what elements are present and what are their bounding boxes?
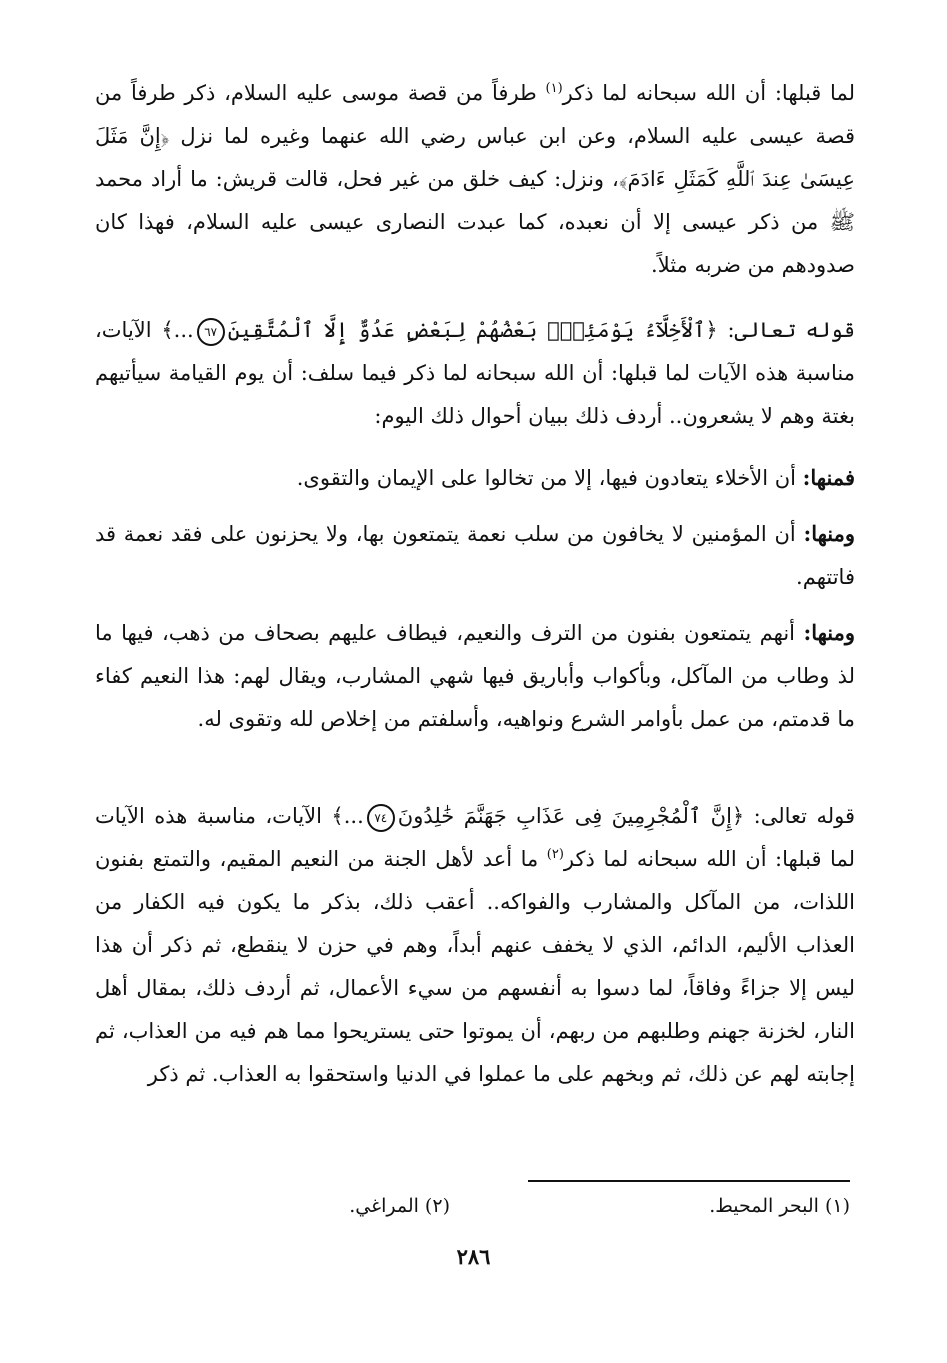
paragraph-1 xyxy=(95,72,855,287)
footnote-1: (١) البحر المحيط. xyxy=(709,1195,850,1217)
quran-verse-1: ﴿إِنَّ مَثَلَ عِيسَىٰ عِندَ ٱللَّهِ كَمَثَلِ ءَادَمَ﴾ xyxy=(95,124,855,191)
paragraph-3-text: أن الأخلاء يتعادون فيها، إلا من تخالوا على الإيمان والتقوى. xyxy=(296,466,803,490)
paragraph-2-text-b: ...﴾ الآيات، مناسبة هذه الآيات لما قبلها: أن الله سبحانه لما ذكر فيما سلف: أن يوم القيامة سيأتيهم بغتة وهم لا يشعرون.. أردف ذلك ببيان أحوال ذلك اليوم: xyxy=(95,318,855,428)
paragraph-5 xyxy=(95,611,855,741)
paragraph-3-lead: فمنها: xyxy=(802,465,855,490)
paragraph-1-text-a: لما قبلها: أن الله سبحانه لما ذكر xyxy=(562,81,855,105)
quran-verse-2: ﴿ٱلْأَخِلَّآءُ يَوْمَئِذٍۭ بَعْضُهُمْ لِبَعْضٍ عَدُوٌّ إِلَّا ٱلْمُتَّقِينَ xyxy=(227,318,718,342)
verse-number-marker: ٦٧ xyxy=(197,318,225,346)
paragraph-1-text-c: ، ونزل: كيف خلق من غير فحل، قالت قريش: ما أراد محمد ﷺ من ذكر عيسى إلا أن نعبده، كما عبدت النصارى عيسى عليه السلام، فهذا كان صدودهم من ضربه مثلاً. xyxy=(95,167,855,277)
paragraph-2 xyxy=(95,309,855,438)
footnote-2: (٢) المراغي. xyxy=(349,1195,450,1217)
paragraph-6-text-b: ...﴾ الآيات، مناسبة هذه الآيات لما قبلها: أن الله سبحانه لما ذكر xyxy=(95,804,855,871)
paragraph-4 xyxy=(95,512,855,599)
paragraph-1-text-b: طرفاً من قصة موسى عليه السلام، ذكر طرفاً من قصة عيسى عليه السلام، وعن ابن عباس رضي الله عنهما وغيره لما نزل xyxy=(95,81,856,148)
footnote-ref-1: (١) xyxy=(545,81,563,96)
paragraph-4-lead: ومنها: xyxy=(803,521,855,546)
paragraph-5-text: أنهم يتمتعون بفنون من الترف والنعيم، فيطاف عليهم بصحاف من ذهب، فيها ما لذ وطاب من المآكل، وبأكواب وأباريق فيها شهي المشارب، ويقال لهم: هذا النعيم كفاء ما قدمتم، من عمل بأوامر الشرع ونواهيه، وأسلفتم من إخلاص لله وتقوى له. xyxy=(95,621,855,731)
paragraph-6-text-c: ما أعد لأهل الجنة من النعيم المقيم، والتمتع بفنون اللذات، من المآكل والمشارب والفواكه.. أعقب ذلك، بذكر ما يكون فيه الكفار من العذاب الأليم، الدائم، الذي لا يخفف عنهم أبداً، وهم في حزن لا ينقطع، ثم ذكر أن هذا ليس إلا جزاءً وفاقاً، لما دسوا به أنفسهم من سيء الأعمال، ثم أردف ذلك، بمقال أهل النار، لخزنة جهنم وطلبهم من ربهم، أن يموتوا حتى يستريحوا مما هم فيه من العذاب، ثم إجابته لهم عن ذلك، ثم وبخهم على ما عملوا في الدنيا واستحقوا به العذاب. ثم ذكر xyxy=(95,847,855,1086)
verse-number-marker: ٧٤ xyxy=(367,804,395,832)
footnote-ref-2: (٢) xyxy=(546,847,564,862)
page-number: ٢٨٦ xyxy=(456,1244,491,1269)
paragraph-5-lead: ومنها: xyxy=(803,620,855,645)
paragraph-6-text-a: قوله تعالى: xyxy=(744,804,855,828)
quran-verse-3: ﴿إِنَّ ٱلْمُجْرِمِينَ فِى عَذَابِ جَهَنَّمَ خَٰلِدُونَ xyxy=(397,804,745,828)
paragraph-4-text: أن المؤمنين لا يخافون من سلب نعمة يتمتعون بها، ولا يحزنون على فقد نعمة قد فاتتهم. xyxy=(95,522,855,589)
paragraph-3 xyxy=(95,456,855,500)
paragraph-6 xyxy=(95,795,855,1096)
paragraph-2-text-a: قوله تعالى: xyxy=(717,318,856,342)
footnote-divider xyxy=(528,1180,850,1182)
